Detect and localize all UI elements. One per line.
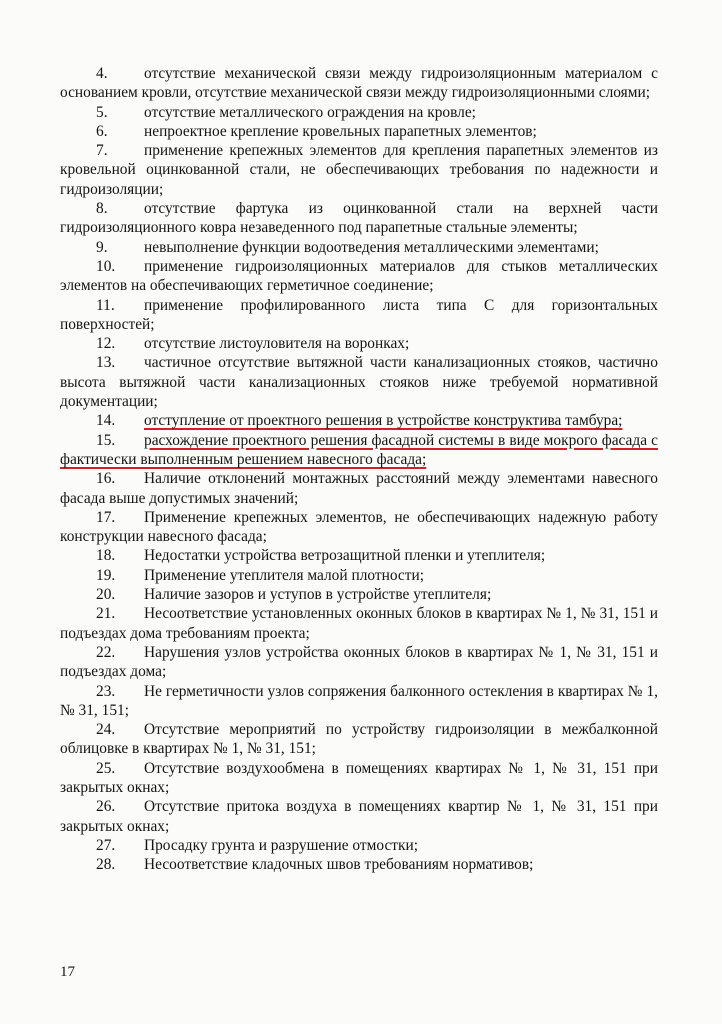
item-text: Применение утеплителя малой плотности; bbox=[144, 566, 424, 584]
list-item bbox=[60, 122, 658, 141]
item-text: Несоответствие установленных оконных блоков в квартирах № 1, № 31, 151 и подъездах дома требованиям проекта; bbox=[60, 605, 658, 642]
item-text: невыполнение функции водоотведения металлическими элементами; bbox=[144, 238, 599, 256]
item-text: отсутствие механической связи между гидроизоляционным материалом с основанием кровли, отсутствие механической связи между гидроизоляционными слоями; bbox=[60, 65, 658, 102]
list-item bbox=[60, 759, 658, 798]
item-number: 18. bbox=[96, 547, 116, 565]
item-text: частичное отсутствие вытяжной части канализационных стояков, частично высота вытяжной части канализационных стояков ниже требуемой нормативной документации; bbox=[60, 354, 658, 411]
item-number: 24. bbox=[96, 721, 116, 739]
item-text: Просадку грунта и разрушение отмостки; bbox=[144, 836, 418, 854]
page-number: 17 bbox=[60, 964, 75, 980]
item-text: применение гидроизоляционных материалов для стыков металлических элементов на обеспечивающих герметичное соединение; bbox=[60, 257, 658, 295]
item-number: 15. bbox=[96, 431, 116, 449]
item-text: Нарушения узлов устройства оконных блоков в квартирах № 1, № 31, 151 и подъездах дома; bbox=[60, 643, 658, 681]
item-number: 17. bbox=[96, 508, 116, 526]
list-item bbox=[60, 643, 658, 682]
item-number: 20. bbox=[96, 586, 116, 604]
item-text-underlined: отступление от проектного решения в устройстве конструктива тамбура; bbox=[144, 412, 623, 430]
item-text: отсутствие фартука из оцинкованной стали на верхней части гидроизоляционного ковра незаведенного под парапетные стальные элементы; bbox=[60, 200, 658, 237]
item-number: 11. bbox=[96, 296, 115, 314]
item-text: Отсутствие притока воздуха в помещениях квартир № 1, № 31, 151 при закрытых окнах; bbox=[60, 798, 658, 835]
item-number: 7. bbox=[96, 142, 108, 160]
item-text: отсутствие листоуловителя на воронках; bbox=[144, 335, 410, 353]
item-number: 21. bbox=[96, 605, 116, 623]
item-number: 19. bbox=[96, 566, 116, 584]
item-text: Недостатки устройства ветрозащитной пленки и утеплителя; bbox=[144, 547, 546, 565]
list-item bbox=[60, 199, 658, 238]
list-item bbox=[60, 469, 658, 508]
item-number: 5. bbox=[96, 103, 108, 121]
item-number: 6. bbox=[96, 122, 108, 140]
list-item bbox=[60, 855, 658, 874]
list-item bbox=[60, 566, 658, 585]
list-item bbox=[60, 797, 658, 836]
item-number: 16. bbox=[96, 470, 116, 488]
item-number: 9. bbox=[96, 238, 108, 256]
item-number: 13. bbox=[96, 354, 116, 372]
item-number: 23. bbox=[96, 682, 116, 700]
list-item bbox=[60, 508, 658, 547]
list-item bbox=[60, 720, 658, 759]
list-item bbox=[60, 103, 658, 122]
list-item bbox=[60, 682, 658, 721]
item-text: Не герметичности узлов сопряжения балконного остекления в квартирах № 1, № 31, 151; bbox=[60, 682, 658, 719]
list-item bbox=[60, 604, 658, 643]
item-number: 12. bbox=[96, 335, 116, 353]
list-item bbox=[60, 585, 658, 604]
list-item bbox=[60, 296, 658, 335]
list-item bbox=[60, 238, 658, 257]
item-number: 27. bbox=[96, 836, 116, 854]
item-number: 4. bbox=[96, 65, 108, 82]
item-text: непроектное крепление кровельных парапетных элементов; bbox=[144, 122, 537, 140]
list-item bbox=[60, 353, 658, 411]
item-text: Применение крепежных элементов, не обеспечивающих надежную работу конструкции навесного фасада; bbox=[60, 508, 658, 546]
item-text: Наличие отклонений монтажных расстояний между элементами навесного фасада выше допустимых значений; bbox=[60, 470, 658, 507]
defects-list bbox=[60, 64, 658, 874]
item-text: Отсутствие мероприятий по устройству гидроизоляции в межбалконной облицовке в квартирах № 1, № 31, 151; bbox=[60, 721, 658, 758]
list-item bbox=[60, 64, 658, 103]
item-text: применение профилированного листа типа С для горизонтальных поверхностей; bbox=[60, 296, 658, 333]
item-text: отсутствие металлического ограждения на кровле; bbox=[144, 103, 476, 121]
item-number: 14. bbox=[96, 412, 116, 430]
item-text: Несоответствие кладочных швов требованиям нормативов; bbox=[144, 856, 534, 874]
list-item bbox=[60, 141, 658, 199]
item-number: 25. bbox=[96, 759, 116, 777]
list-item bbox=[60, 836, 658, 855]
list-item bbox=[60, 334, 658, 353]
item-number: 8. bbox=[96, 200, 108, 218]
item-text-underlined: расхождение проектного решения фасадной системы в виде мокрого фасада с фактически выполненным решением навесного фасада; bbox=[60, 431, 658, 468]
item-number: 26. bbox=[96, 798, 116, 816]
item-number: 10. bbox=[96, 257, 116, 275]
item-number: 22. bbox=[96, 643, 116, 661]
item-number: 28. bbox=[96, 856, 116, 874]
item-text: Отсутствие воздухообмена в помещениях квартирах № 1, № 31, 151 при закрытых окнах; bbox=[60, 759, 658, 796]
list-item-highlighted bbox=[60, 431, 658, 470]
list-item-highlighted bbox=[60, 411, 658, 430]
list-item bbox=[60, 546, 658, 565]
item-text: Наличие зазоров и уступов в устройстве утеплителя; bbox=[144, 586, 492, 604]
item-text: применение крепежных элементов для крепления парапетных элементов из кровельной оцинкованной стали, не обеспечивающих требования по надежности и гидроизоляции; bbox=[60, 142, 658, 198]
list-item bbox=[60, 257, 658, 296]
